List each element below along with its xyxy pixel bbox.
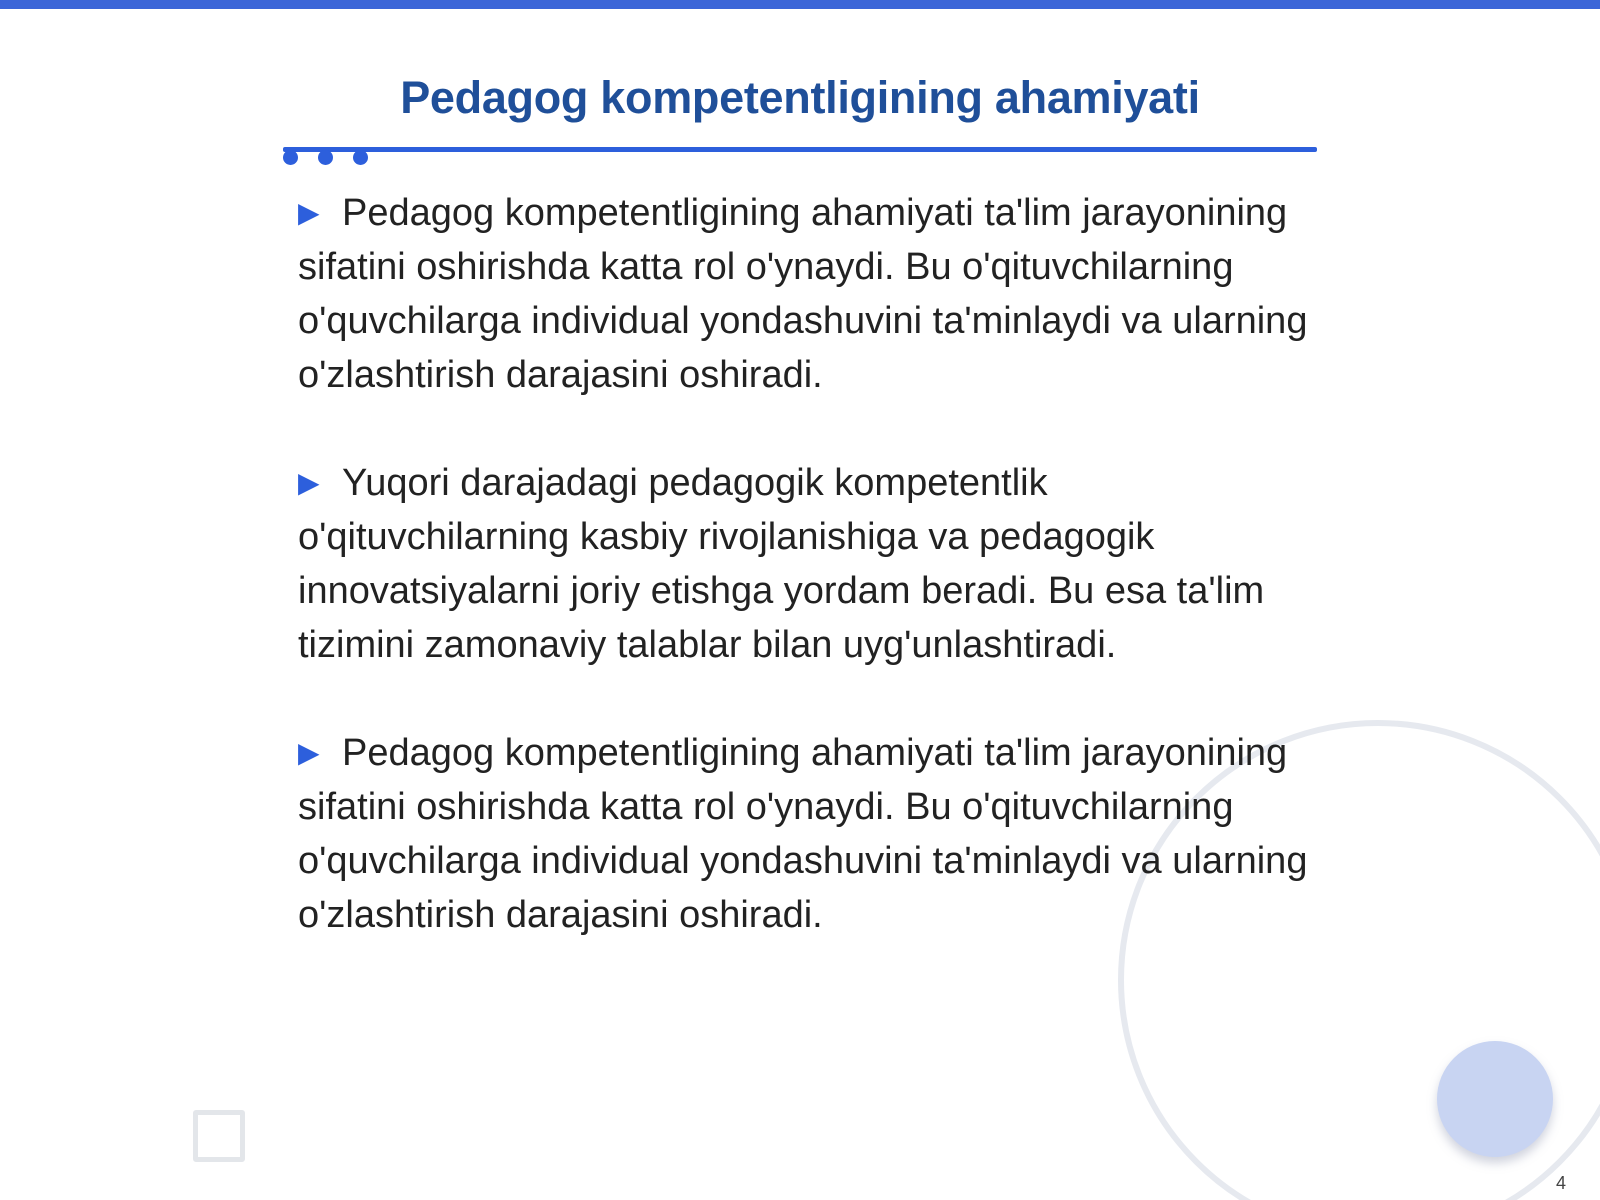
underline-dot [283,150,298,165]
underline-dot [318,150,333,165]
bullet-list [298,186,1318,996]
bullet-item [298,726,1318,942]
page-number: 4 [1555,1173,1566,1193]
arrow-right-icon: ▶ [298,737,320,768]
decorative-circle [1437,1041,1553,1157]
bullet-text: Pedagog kompetentligining ahamiyati ta'lim jarayonining sifatini oshirishda katta rol o'ynaydi. Bu o'qituvchilarning o'quvchilarga individual yondashuvini ta'minlaydi va ularning o'zlashtirish darajasini oshiradi. [298,732,1308,936]
title-underline [283,147,1317,152]
arrow-right-icon: ▶ [298,197,320,228]
bullet-text: Pedagog kompetentligining ahamiyati ta'lim jarayonining sifatini oshirishda katta rol o'ynaydi. Bu o'qituvchilarning o'quvchilarga individual yondashuvini ta'minlaydi va ularning o'zlashtirish darajasini oshiradi. [298,192,1308,396]
arrow-right-icon: ▶ [298,467,320,498]
top-accent-bar [0,0,1600,9]
bullet-text: Yuqori darajadagi pedagogik kompetentlik o'qituvchilarning kasbiy rivojlanishiga va pedagogik innovatsiyalarni joriy etishga yordam beradi. Bu esa ta'lim tizimini zamonaviy talablar bilan uyg'unlashtiradi. [298,462,1265,666]
decorative-square [193,1110,245,1162]
underline-dot [353,150,368,165]
bullet-item [298,456,1318,672]
bullet-item [298,186,1318,402]
slide-title: Pedagog kompetentligining ahamiyati [400,72,1200,123]
